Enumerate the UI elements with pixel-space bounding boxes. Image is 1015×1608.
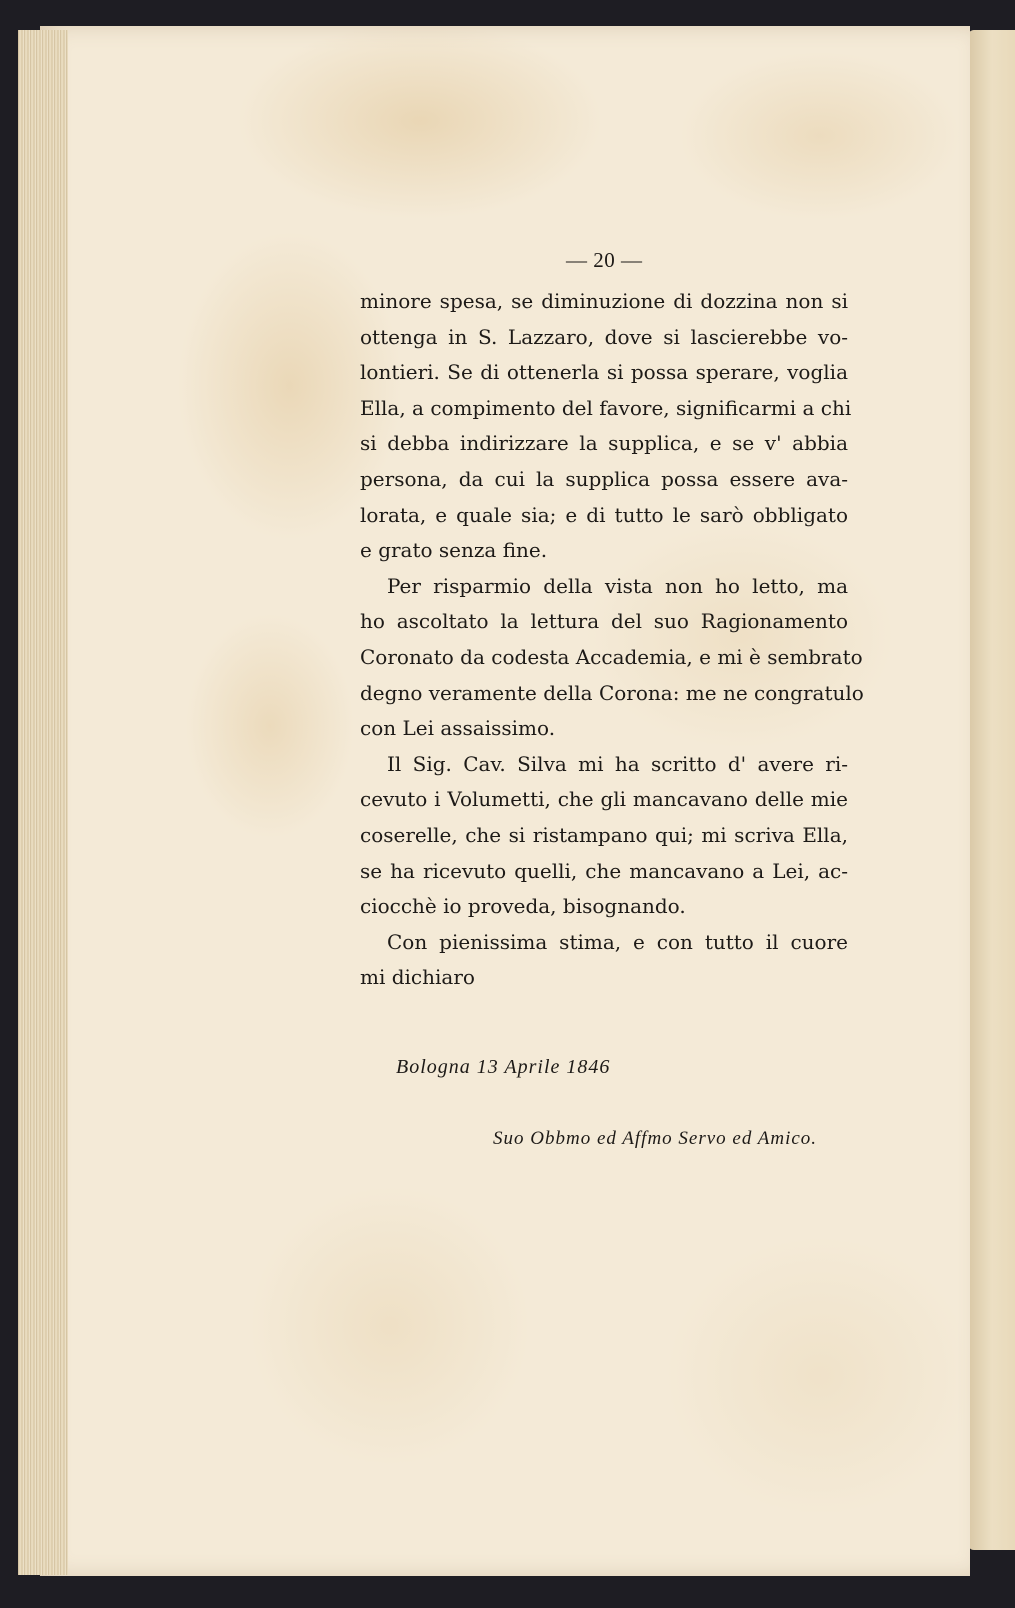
text-line: Coronato da codesta Accademia, e mi è sembrato xyxy=(360,644,863,669)
text-line: con Lei assaissimo. xyxy=(360,716,556,741)
text-line: degno veramente della Corona: me ne congratulo xyxy=(360,680,864,705)
text-line: ho ascoltato la lettura del suo Ragionamento xyxy=(360,609,848,634)
text-line: Con pienissima stima, e con tutto il cuore xyxy=(387,929,848,954)
text-line: coserelle, che si ristampano qui; mi scriva Ella, xyxy=(360,822,848,847)
letter-signature: Suo Obbmo ed Affmo Servo ed Amico. xyxy=(493,1128,818,1149)
text-line: lontieri. Se di ottenerla si possa sperare, voglia xyxy=(360,360,848,385)
text-line: Ella, a compimento del favore, significarmi a chi xyxy=(360,395,852,420)
text-line: se ha ricevuto quelli, che mancavano a Lei, ac- xyxy=(360,858,848,883)
text-line: Il Sig. Cav. Silva mi ha scritto d' avere ri- xyxy=(387,751,848,776)
text-line: Per risparmio della vista non ho letto, ma xyxy=(387,573,848,598)
text-line: minore spesa, se diminuzione di dozzina non si xyxy=(360,289,848,313)
page-number: — 20 — xyxy=(566,248,643,272)
text-line: persona, da cui la supplica possa essere ava- xyxy=(360,466,848,491)
text-line: mi dichiaro xyxy=(360,965,475,990)
text-line: cevuto i Volumetti, che gli mancavano delle mie xyxy=(360,787,848,812)
text-line: ottenga in S. Lazzaro, dove si lascierebbe vo- xyxy=(360,324,848,349)
letter-body xyxy=(360,284,864,996)
letter-date: Bologna 13 Aprile 1846 xyxy=(396,1056,611,1078)
text-line: si debba indirizzare la supplica, e se v' abbia xyxy=(360,431,848,456)
text-line: e grato senza fine. xyxy=(360,538,548,563)
text-line: ciocchè io proveda, bisognando. xyxy=(360,894,686,919)
text-line: lorata, e quale sia; e di tutto le sarò obbligato xyxy=(360,502,848,527)
